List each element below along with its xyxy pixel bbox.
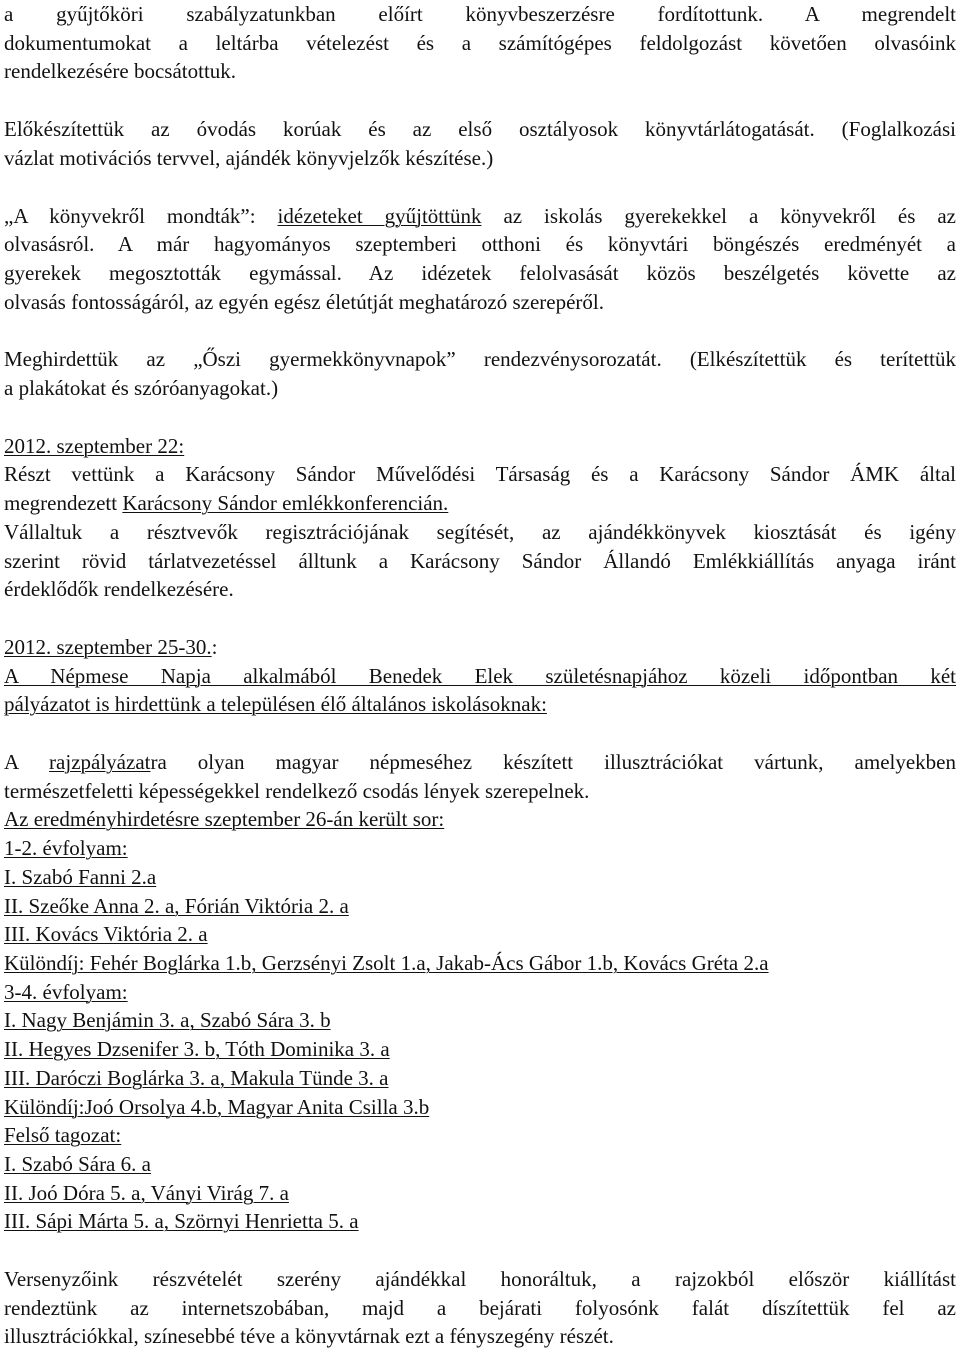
- result-line: I. Nagy Benjámin 3. a, Szabó Sára 3. b: [4, 1008, 331, 1033]
- sept25-line: pályázatot is hirdettünk a településen élő általános iskolásoknak:: [4, 692, 547, 717]
- result-line: 1-2. évfolyam:: [4, 836, 128, 861]
- intro-line: dokumentumokat a leltárba vételezést és a számítógépes feldolgozást követően olvasóink: [4, 30, 956, 55]
- result-line: II. Joó Dóra 5. a, Ványi Virág 7. a: [4, 1180, 289, 1205]
- result-line: III. Kovács Viktória 2. a: [4, 922, 208, 947]
- result-line: 3-4. évfolyam:: [4, 979, 128, 1004]
- results-list: [4, 805, 956, 1236]
- idezetek-paragraph: [4, 202, 956, 317]
- ovodas-line: vázlat motivációs tervvel, ajándék könyvjelzők készítése.): [4, 145, 494, 170]
- rajz-line: természetfeletti képességekkel rendelkező csodás lények szerepelnek.: [4, 778, 590, 803]
- oszi-paragraph: [4, 345, 956, 402]
- idezetek-line: gyerekek megosztották egymással. Az idézetek felolvasását közös beszélgetés követte az: [4, 260, 956, 285]
- result-line: Felső tagozat:: [4, 1123, 122, 1148]
- result-line: II. Szeőke Anna 2. a, Fórián Viktória 2. a: [4, 893, 349, 918]
- sept25-date-line: 2012. szeptember 25-30.:: [4, 634, 218, 659]
- sept25-date: 2012. szeptember 25-30.: [4, 634, 212, 659]
- idezetek-underlined: idézeteket gyűjtöttünk: [277, 203, 482, 228]
- result-line: I. Szabó Sára 6. a: [4, 1151, 151, 1176]
- intro-line: a gyűjtőköri szabályzatunkban előírt könyvbeszerzésre fordítottunk. A megrendelt: [4, 2, 956, 26]
- oszi-line: Meghirdettük az „Őszi gyermekkönyvnapok” rendezvénysorozatát. (Elkészítettük és terítettük: [4, 347, 956, 372]
- sept22-line: megrendezett Karácsony Sándor emlékkonferencián.: [4, 491, 449, 516]
- sept25-section: [4, 633, 956, 719]
- rajz-underlined: rajzpályázat: [49, 750, 151, 775]
- result-line: III. Daróczi Boglárka 3. a, Makula Tünde 3. a: [4, 1065, 389, 1090]
- sept22-line: érdeklődők rendelkezésére.: [4, 577, 234, 602]
- result-line: Különdíj: Fehér Boglárka 1.b, Gerzsényi Zsolt 1.a, Jakab-Ács Gábor 1.b, Kovács Gréta 2.a: [4, 950, 769, 975]
- sept22-date: 2012. szeptember 22:: [4, 433, 185, 458]
- document-page: [4, 0, 956, 1351]
- idezetek-line: „A könyvekről mondták”: idézeteket gyűjtöttünk az iskolás gyerekekkel a könyvekről és az: [4, 203, 956, 228]
- sept25-line: A Népmese Napja alkalmából Benedek Elek születésnapjához közeli időpontban két: [4, 663, 956, 688]
- results-heading: Az eredményhirdetésre szeptember 26-án került sor:: [4, 807, 445, 832]
- oszi-line: a plakátokat és szóróanyagokat.): [4, 376, 279, 401]
- ovodas-paragraph: [4, 115, 956, 172]
- sept22-line: Vállaltuk a résztvevők regisztrációjának segítését, az ajándékkönyvek kiosztását és igény: [4, 519, 956, 544]
- result-line: I. Szabó Fanni 2.a: [4, 864, 157, 889]
- conference-underlined: Karácsony Sándor emlékkonferencián.: [122, 491, 449, 516]
- idezetek-line: olvasásról. A már hagyományos szeptemberi otthoni és könyvtári böngészés eredményét a: [4, 232, 956, 257]
- intro-line: rendelkezésére bocsátottuk.: [4, 59, 237, 84]
- result-line: Különdíj:Joó Orsolya 4.b, Magyar Anita Csilla 3.b: [4, 1094, 430, 1119]
- closing-line: illusztrációkkal, színesebbé téve a könyvtárnak ezt a fényszegény részét.: [4, 1324, 614, 1349]
- idezetek-line: olvasás fontosságáról, az egyén egész életútját meghatározó szerepéről.: [4, 289, 604, 314]
- rajz-paragraph: [4, 748, 956, 805]
- intro-paragraph: [4, 0, 956, 86]
- sept22-section: [4, 432, 956, 604]
- ovodas-line: Előkészítettük az óvodás korúak és az első osztályosok könyvtárlátogatását. (Foglalkozási: [4, 117, 956, 142]
- closing-line: Versenyzőink részvételét szerény ajándékkal honoráltuk, a rajzokból először kiállítást: [4, 1267, 956, 1292]
- sept22-line: szerint rövid tárlatvezetéssel álltunk a Karácsony Sándor Állandó Emlékkiállítás anyaga iránt: [4, 548, 956, 573]
- closing-paragraph: [4, 1265, 956, 1351]
- result-line: III. Sápi Márta 5. a, Szörnyi Henrietta 5. a: [4, 1209, 359, 1234]
- closing-line: rendeztünk az internetszobában, majd a bejárati folyosónk falát díszítettük fel az: [4, 1295, 956, 1320]
- sept22-line: Részt vettünk a Karácsony Sándor Művelődési Társaság és a Karácsony Sándor ÁMK által: [4, 462, 956, 487]
- result-line: II. Hegyes Dzsenifer 3. b, Tóth Dominika 3. a: [4, 1037, 390, 1062]
- rajz-line: A rajzpályázatra olyan magyar népmeséhez készített illusztrációkat vártunk, amelyekben: [4, 750, 957, 775]
